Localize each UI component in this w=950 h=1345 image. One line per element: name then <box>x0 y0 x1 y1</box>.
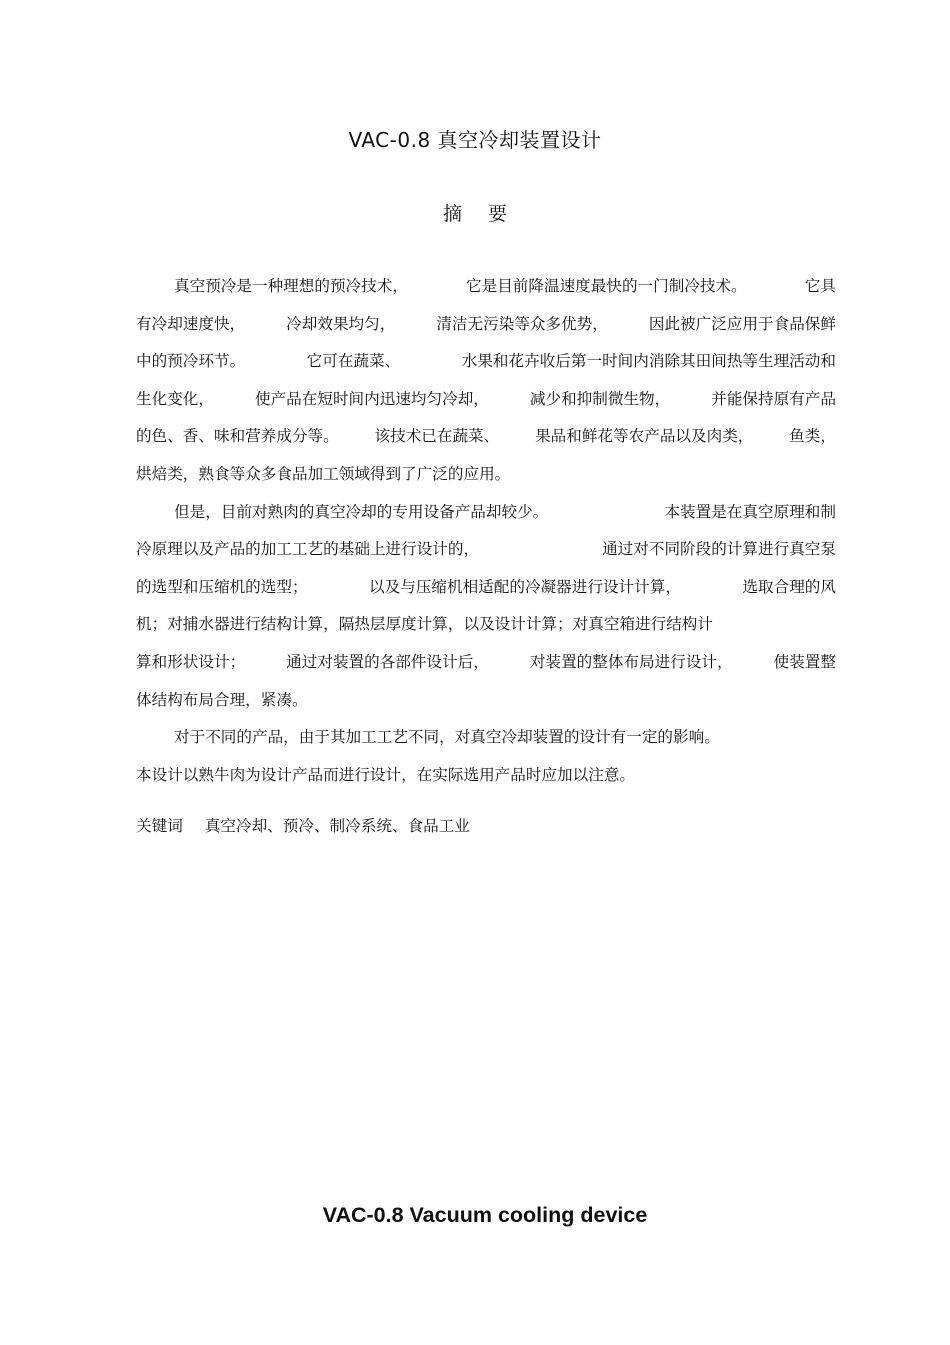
text-segment: 的色、香、味和营养成分等。 <box>136 427 339 446</box>
text-segment: 因此被广泛应用于食品保鲜 <box>648 314 836 333</box>
text-line <box>136 719 836 757</box>
text-line <box>136 682 836 720</box>
chinese-title: VAC-0.8 真空冷却装置设计 <box>348 128 602 152</box>
text-segment: 通过对装置的各部件设计后， <box>286 652 489 671</box>
text-segment: 它具 <box>804 277 836 295</box>
text-segment: 对于不同的产品，由于其加工工艺不同，对真空冷却装置的设计有一定的影响。 <box>174 728 720 747</box>
text-segment: 算和形状设计； <box>136 652 246 671</box>
text-segment: 有冷却速度快， <box>136 314 246 333</box>
text-segment: 并能保持原有产品 <box>711 389 836 408</box>
text-segment: 冷原理以及产品的加工工艺的基础上进行设计的， <box>136 540 480 559</box>
text-segment: 通过对不同阶段的计算进行真空泵 <box>602 540 836 559</box>
text-line <box>136 306 836 344</box>
text-line <box>136 418 836 456</box>
keywords-label: 关键词 <box>136 817 183 835</box>
text-segment: 真空预冷是一种理想的预冷技术， <box>174 277 408 295</box>
text-segment: 以及与压缩机相适配的冷凝器进行设计计算， <box>369 577 681 596</box>
text-line <box>136 268 836 306</box>
text-line <box>136 494 836 532</box>
abstract-paragraph <box>136 268 836 494</box>
text-segment: 烘焙类，熟食等众多食品加工领域得到了广泛的应用。 <box>136 464 511 483</box>
text-segment: 机；对捕水器进行结构计算，隔热层厚度计算，以及设计计算；对真空箱进行结构计 <box>136 615 713 634</box>
text-line <box>136 381 836 419</box>
text-segment: 本设计以熟牛肉为设计产品而进行设计，在实际选用产品时应加以注意。 <box>136 765 636 784</box>
english-title: VAC-0.8 Vacuum cooling device <box>322 1203 648 1227</box>
text-line <box>136 757 836 795</box>
text-segment: 该技术已在蔬菜、 <box>374 427 500 446</box>
text-line <box>136 456 836 494</box>
text-segment: 冷却效果均匀， <box>286 314 396 333</box>
text-segment: 它可在蔬菜、 <box>306 352 401 371</box>
abstract-body <box>136 268 836 794</box>
text-segment: 但是，目前对熟肉的真空冷却的专用设备产品却较少。 <box>174 502 549 521</box>
text-segment: 减少和抑制微生物， <box>529 389 671 408</box>
text-segment: 体结构布局合理，紧凑。 <box>136 690 308 709</box>
text-line <box>136 343 836 381</box>
text-line <box>136 531 836 569</box>
text-line <box>136 644 836 682</box>
abstract-paragraph <box>136 494 836 720</box>
text-segment: 中的预冷环节。 <box>136 352 246 371</box>
abstract-heading: 摘要 <box>442 203 533 225</box>
text-segment: 的选型和压缩机的选型； <box>136 577 308 596</box>
keywords-line <box>136 812 470 840</box>
keywords-text: 真空冷却、预冷、制冷系统、食品工业 <box>204 817 470 835</box>
text-segment: 生化变化， <box>136 389 214 408</box>
text-segment: 水果和花卉收后第一时间内消除其田间热等生理活动和 <box>461 352 836 371</box>
text-line <box>136 569 836 607</box>
text-segment: 选取合理的风 <box>742 577 836 596</box>
text-segment: 果品和鲜花等农产品以及肉类， <box>535 427 754 446</box>
text-segment: 它是目前降温速度最快的一门制冷技术。 <box>466 277 747 295</box>
text-segment: 清洁无污染等众多优势， <box>436 314 608 333</box>
text-line <box>136 606 836 644</box>
text-segment: 对装置的整体布局进行设计， <box>529 652 733 671</box>
text-segment: 鱼类， <box>789 427 836 446</box>
text-segment: 本装置是在真空原理和制 <box>664 502 836 521</box>
text-segment: 使产品在短时间内迅速均匀冷却， <box>254 389 489 408</box>
text-segment: 使装置整 <box>773 652 836 671</box>
abstract-paragraph <box>136 719 836 794</box>
